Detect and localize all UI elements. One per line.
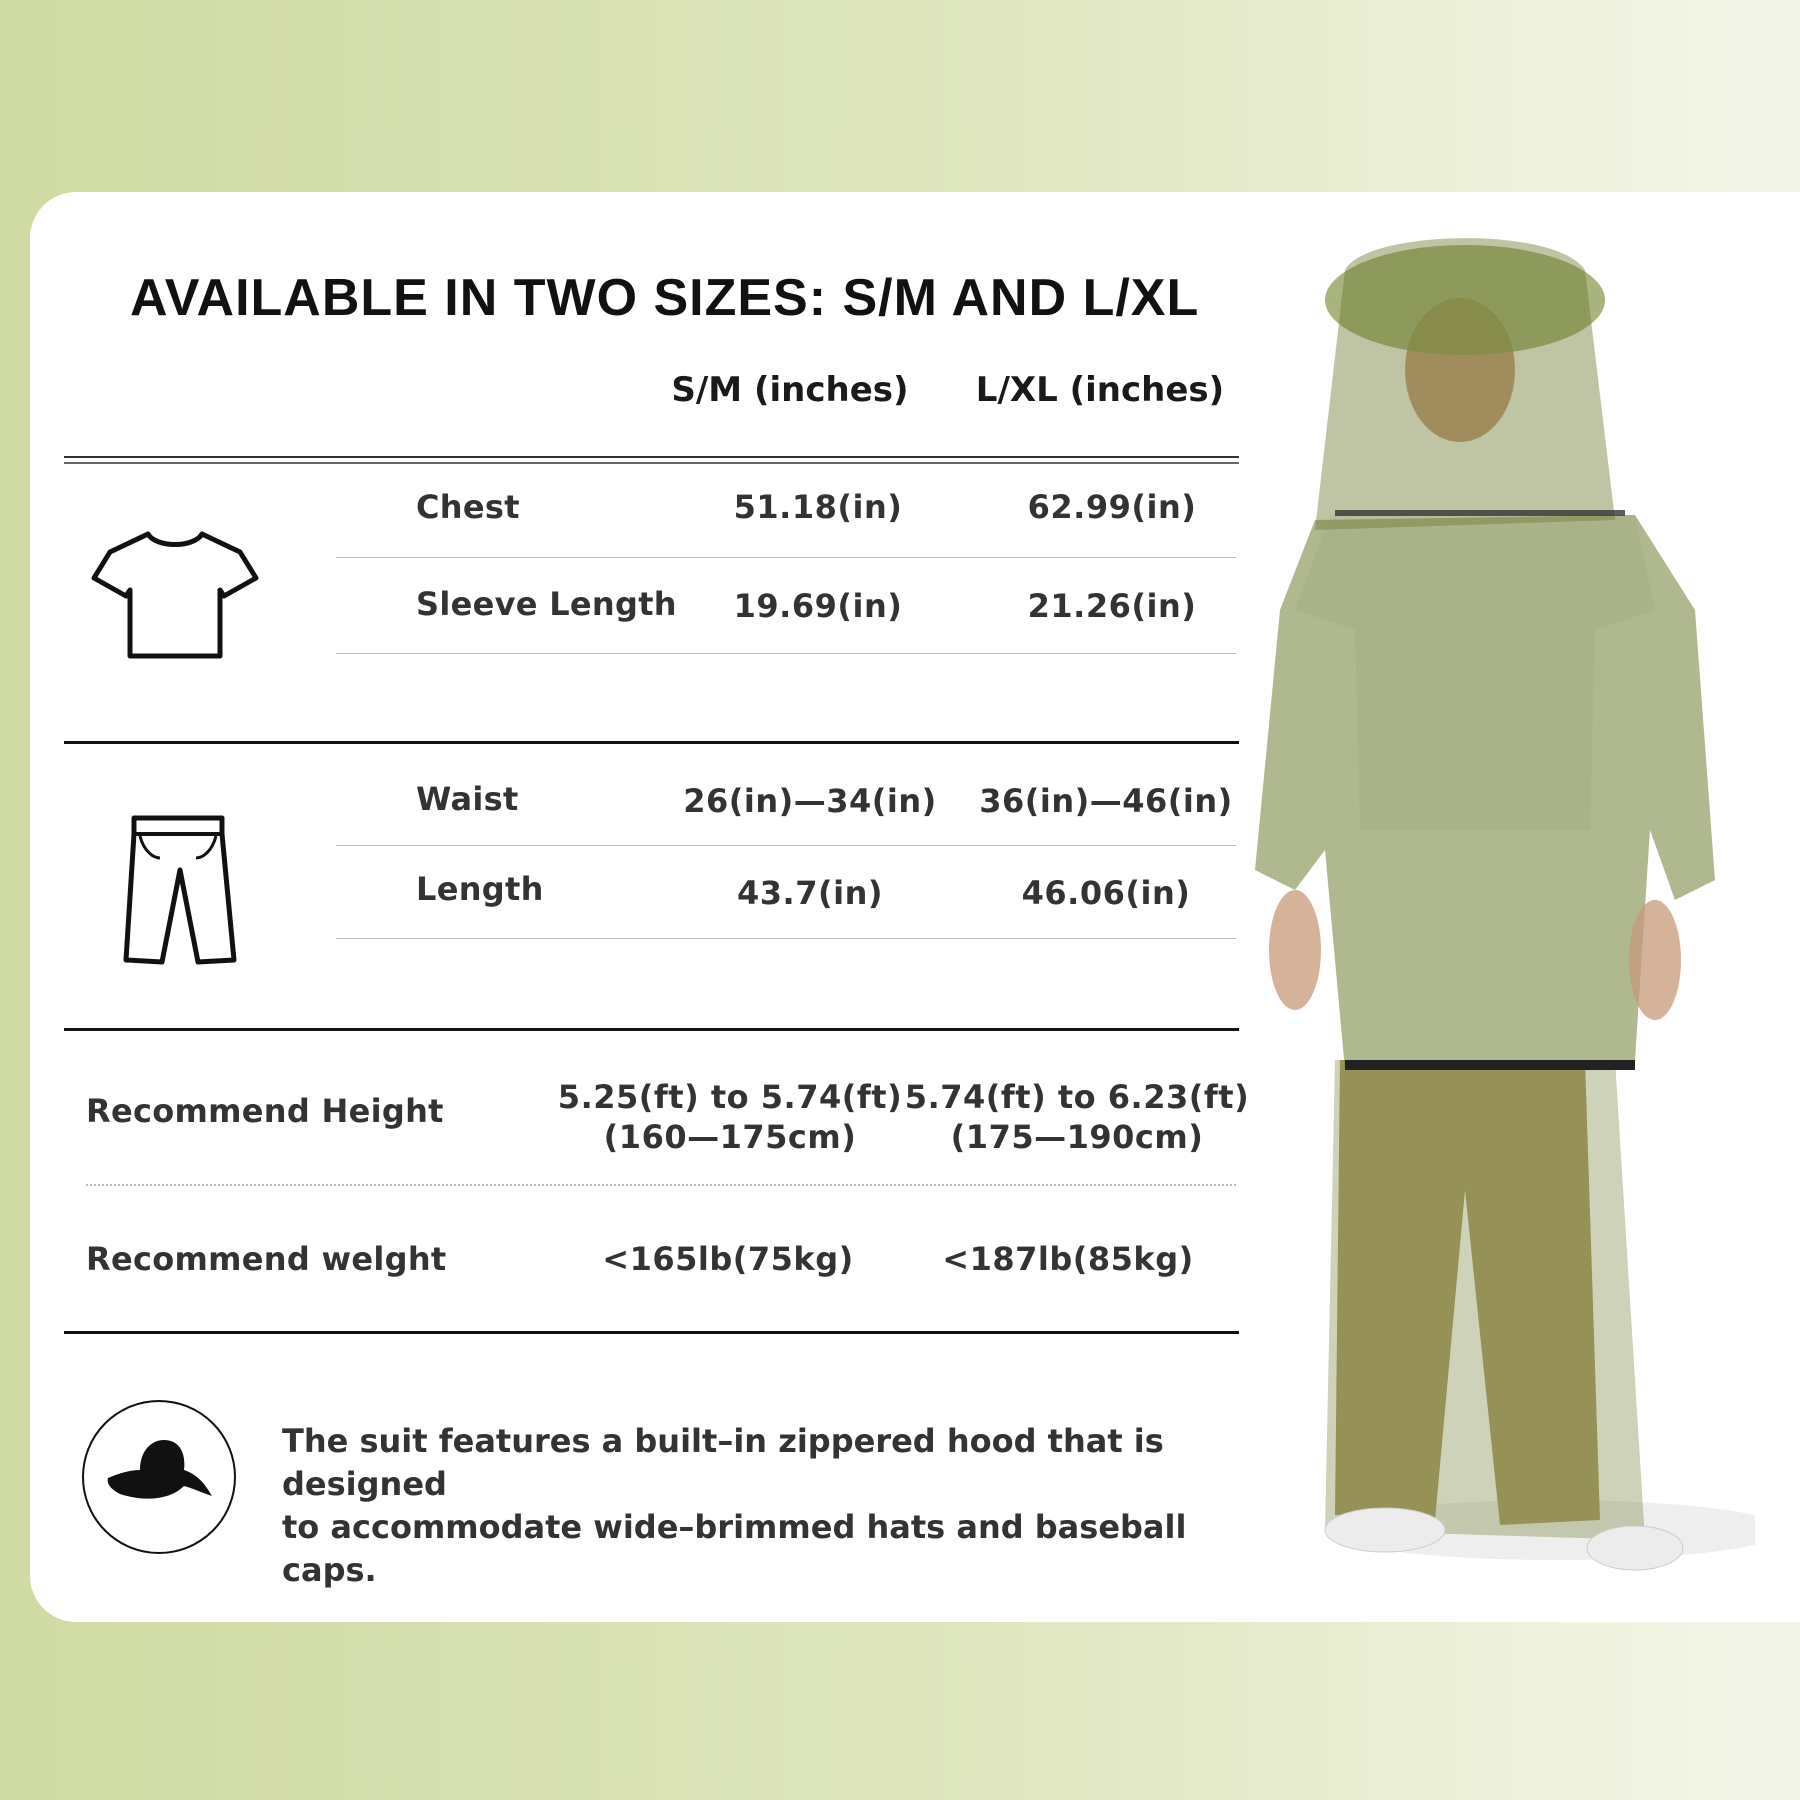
section-divider bbox=[64, 741, 1239, 744]
height-lxl-line1: 5.74(ft) to 6.23(ft) bbox=[904, 1078, 1250, 1116]
height-sm-line1: 5.25(ft) to 5.74(ft) bbox=[557, 1078, 903, 1116]
recommend-height-label: Recommend Height bbox=[86, 1092, 444, 1130]
section-divider bbox=[64, 1028, 1239, 1031]
chest-label: Chest bbox=[416, 488, 520, 526]
model-wearing-mesh-suit bbox=[1255, 230, 1755, 1610]
waist-sm-value: 26(in)—34(in) bbox=[683, 782, 937, 820]
hood-note-line1: The suit features a built–in zippered hood that is designed bbox=[282, 1422, 1164, 1503]
pants-icon bbox=[120, 812, 240, 967]
hood-note-line2: to accommodate wide–brimmed hats and baseball caps. bbox=[282, 1508, 1187, 1589]
section-divider bbox=[64, 1331, 1239, 1334]
waist-label: Waist bbox=[416, 780, 519, 818]
weight-sm-value: <165lb(75kg) bbox=[602, 1240, 854, 1278]
height-sm-value bbox=[550, 1077, 910, 1157]
chest-lxl-value: 62.99(in) bbox=[1027, 488, 1197, 526]
weight-lxl-value: <187lb(85kg) bbox=[942, 1240, 1194, 1278]
tshirt-icon bbox=[90, 528, 260, 663]
page-title: AVAILABLE IN TWO SIZES: S/M AND L/XL bbox=[130, 269, 1200, 327]
length-label: Length bbox=[416, 870, 544, 908]
sleeve-lxl-value: 21.26(in) bbox=[1027, 587, 1197, 625]
row-divider-dotted bbox=[86, 1184, 1236, 1186]
hat-icon-circle bbox=[82, 1400, 236, 1554]
row-divider bbox=[336, 557, 1236, 558]
row-divider bbox=[336, 653, 1236, 654]
waist-lxl-value: 36(in)—46(in) bbox=[979, 782, 1233, 820]
sleeve-length-label: Sleeve Length bbox=[416, 585, 677, 623]
column-header-lxl: L/XL (inches) bbox=[975, 370, 1225, 410]
chest-sm-value: 51.18(in) bbox=[733, 488, 903, 526]
row-divider bbox=[336, 845, 1236, 846]
sleeve-sm-value: 19.69(in) bbox=[733, 587, 903, 625]
header-divider bbox=[64, 456, 1239, 464]
height-lxl-value bbox=[897, 1077, 1257, 1157]
length-lxl-value: 46.06(in) bbox=[1021, 874, 1191, 912]
height-lxl-line2: (175—190cm) bbox=[950, 1118, 1204, 1156]
hood-note bbox=[282, 1420, 1242, 1592]
height-sm-line2: (160—175cm) bbox=[603, 1118, 857, 1156]
recommend-weight-label: Recommend welght bbox=[86, 1240, 447, 1278]
wide-brim-hat-icon bbox=[100, 1430, 218, 1522]
column-header-sm: S/M (inches) bbox=[671, 370, 909, 410]
length-sm-value: 43.7(in) bbox=[737, 874, 883, 912]
row-divider bbox=[336, 938, 1236, 939]
